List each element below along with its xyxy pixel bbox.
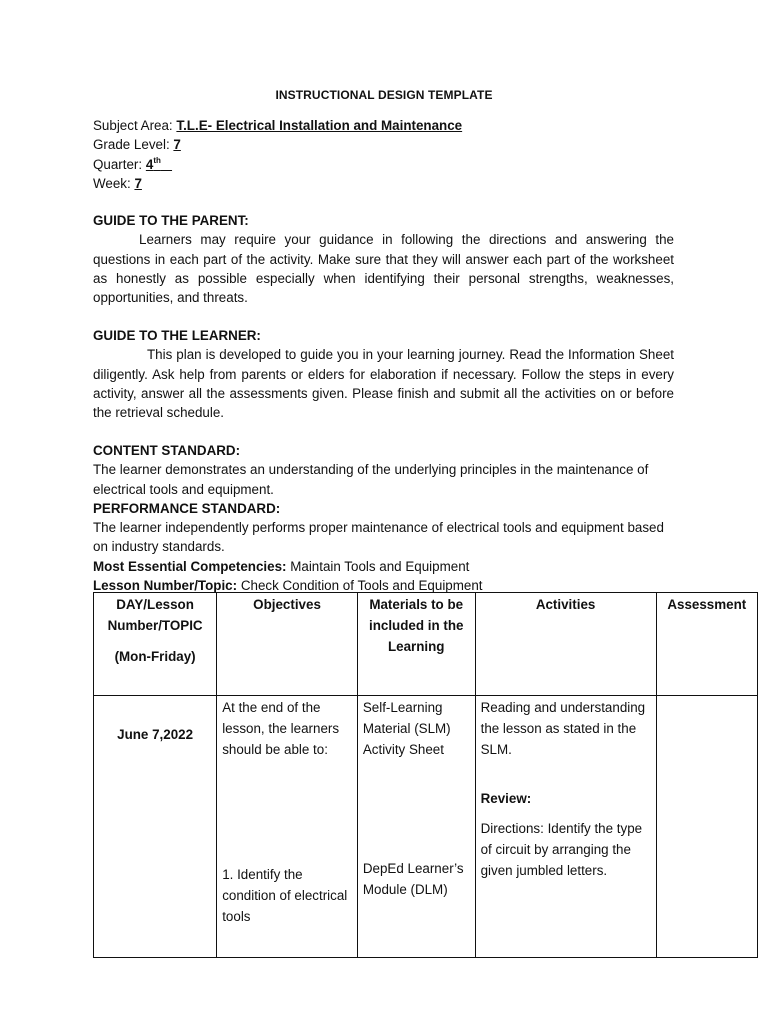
activities-directions: Directions: Identify the type of circuit by arranging the given jumbled letters. [480,821,643,878]
parent-guide-section [93,211,674,307]
quarter-number: 4 [145,156,154,172]
objectives-item-1: 1. Identify the condition of electrical tools [222,867,348,924]
lesson-plan-table [93,592,758,958]
header-assessment: Assessment [656,593,757,696]
lesson-topic-value: Check Condition of Tools and Equipment [240,578,483,594]
parent-guide-heading: GUIDE TO THE PARENT: [93,213,249,228]
lesson-topic-label: Lesson Number/Topic: [93,578,238,594]
performance-standard-body: The learner independently performs proper maintenance of electrical tools and equipment based on industry standards. [93,520,664,555]
week-value: 7 [134,175,142,191]
quarter-suffix: th [153,155,161,165]
mec-label: Most Essential Competencies: [93,558,287,574]
parent-guide-body: Learners may require your guidance in following the directions and answering the questions in each part of the activity. Make sure that they will answer each part of the worksheet as honestly as possible especially when identifying their personal strengths, weaknesses, opportunities, and threats. [93,232,674,306]
grade-level-value: 7 [173,137,181,153]
header-day-lesson [94,593,217,696]
materials-cell [357,696,475,958]
objectives-cell [217,696,358,958]
header-day-line2: Number/TOPIC [107,618,203,633]
materials-dlm: DepEd Learner’s Module (DLM) [362,861,464,897]
subject-area-value: T.L.E- Electrical Installation and Maintenance [176,118,463,133]
learner-guide-heading: GUIDE TO THE LEARNER: [93,328,261,343]
objectives-intro: At the end of the lesson, the learners should be able to: [222,700,340,757]
subject-area-label: Subject Area: [93,118,173,133]
activities-review-label: Review: [480,791,532,806]
mec-line [93,557,674,576]
activities-cell [475,696,656,958]
document-meta [93,116,462,193]
quarter-value [146,157,172,172]
standards-section [93,441,674,595]
week-line [93,174,462,193]
content-standard-heading: CONTENT STANDARD: [93,443,241,458]
header-day-line3: (Mon-Friday) [114,649,196,664]
document-title: INSTRUCTIONAL DESIGN TEMPLATE [275,88,493,102]
learner-guide-section [93,326,674,422]
table-row [94,696,758,958]
subject-area-line [93,116,462,135]
quarter-label: Quarter: [93,156,143,172]
content-standard-body: The learner demonstrates an understanding of the underlying principles in the maintenance of electrical tools and equipment. [93,462,649,497]
materials-slm: Self-Learning Material (SLM) Activity Sheet [362,700,451,757]
performance-standard-heading: PERFORMANCE STANDARD: [93,500,281,516]
mec-value: Maintain Tools and Equipment [290,558,470,574]
grade-level-line [93,135,462,154]
grade-level-label: Grade Level: [93,137,170,153]
table-header-row [94,593,758,696]
lesson-date-cell: June 7,2022 [94,696,217,958]
quarter-line [93,155,462,174]
learner-guide-body: This plan is developed to guide you in your learning journey. Read the Information Sheet diligently. Ask help from parents or elders for elaboration if necessary. Follow the steps in every activity, answer all the assessments given. Please finish and submit all the activities on or before the retrieval schedule. [93,347,674,421]
header-activities: Activities [475,593,656,696]
header-day-line1: DAY/Lesson [116,597,194,612]
header-objectives: Objectives [217,593,358,696]
header-materials: Materials to be included in the Learning [357,593,475,696]
activities-intro: Reading and understanding the lesson as stated in the SLM. [480,700,646,757]
assessment-cell [656,696,757,958]
week-label: Week: [93,175,131,191]
